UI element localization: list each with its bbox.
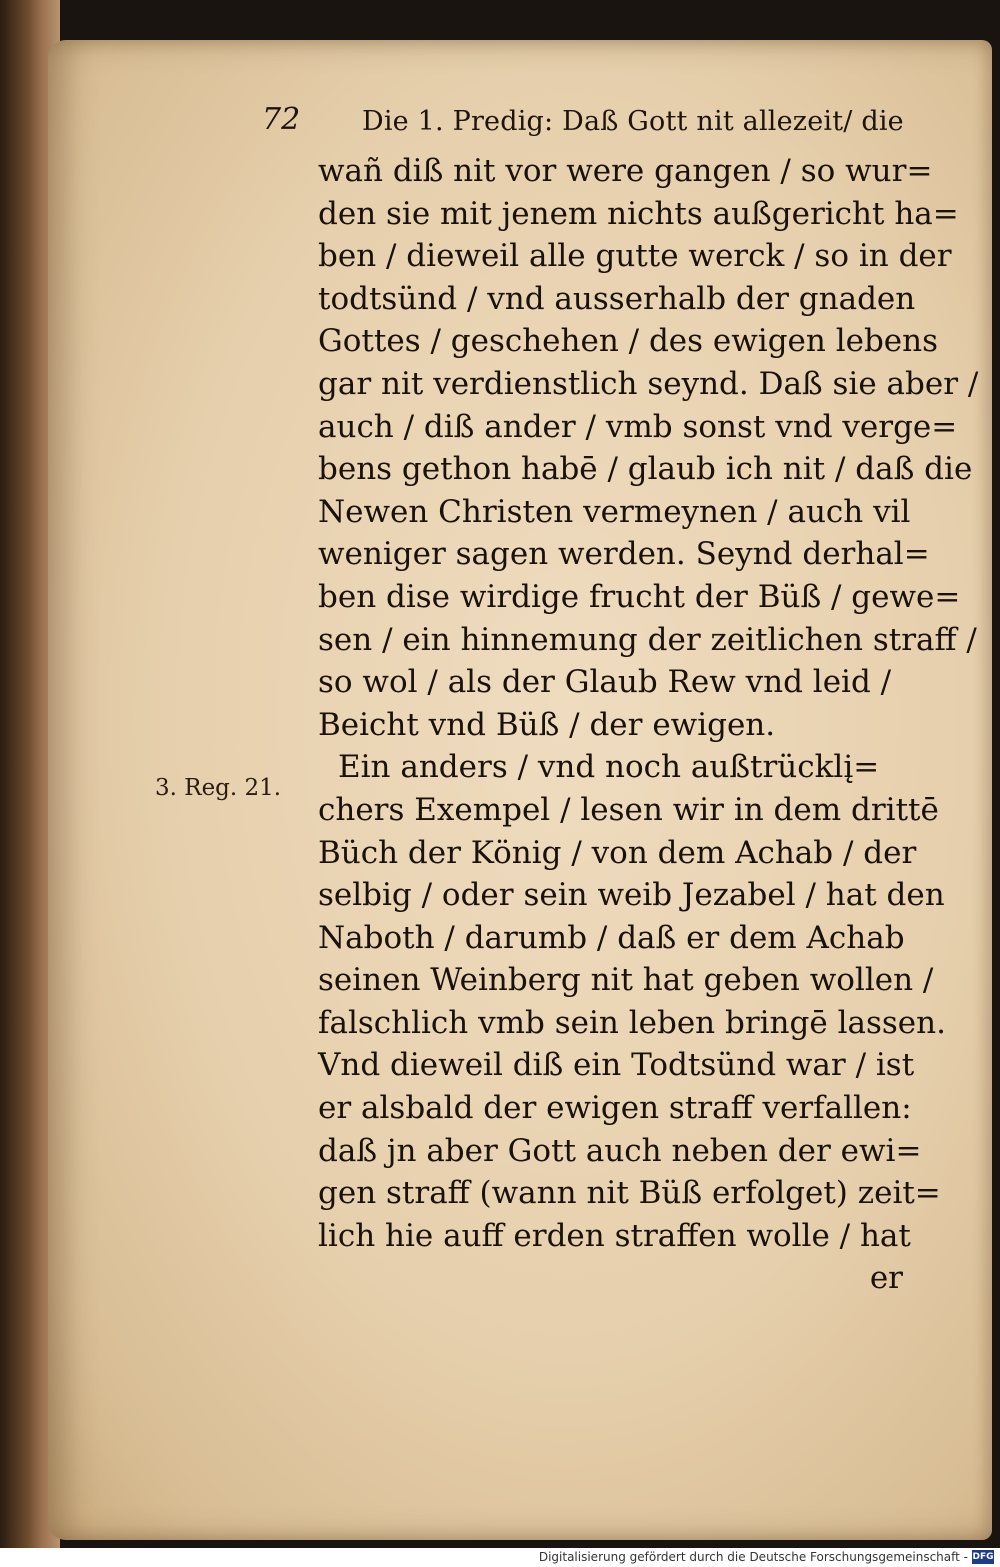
text-line: den sie mit jenem nichts außgericht ha= — [318, 195, 959, 232]
text-line: so wol / als der Glaub Rew vnd leid / — [318, 664, 892, 701]
running-head: Die 1. Predig: Daß Gott nit allezeit/ die — [362, 106, 904, 137]
text-line: Newen Christen vermeynen / auch vil — [318, 493, 911, 530]
funding-credit: Digitalisierung gefördert durch die Deutsche Forschungsgemeinschaft - — [538, 1550, 968, 1564]
paragraph-start-line: Ein anders / vnd noch außtrücklį= — [338, 749, 880, 786]
text-line: Vnd dieweil diß ein Todtsünd war / ist — [318, 1047, 915, 1084]
body-text — [318, 150, 979, 1300]
text-line: Büch der König / von dem Achab / der — [318, 834, 917, 871]
text-line: seinen Weinberg nit hat geben wollen / — [318, 962, 934, 999]
text-line: Naboth / darumb / daß er dem Achab — [318, 919, 905, 956]
page-number: 72 — [262, 102, 301, 137]
text-line: wañ diß nit vor were gangen / so wur= — [318, 153, 933, 189]
text-line: todtsünd / vnd ausserhalb der gnaden — [318, 280, 916, 317]
text-line: gen straff (wann nit Büß erfolget) zeit= — [318, 1175, 941, 1212]
text-line: selbig / oder sein weib Jezabel / hat den — [318, 877, 945, 914]
text-line: lich hie auff erden straffen wolle / hat — [318, 1217, 911, 1254]
text-line: Beicht vnd Büß / der ewigen. — [318, 706, 776, 743]
text-line: weniger sagen werden. Seynd derhal= — [318, 536, 930, 573]
footer-bar — [0, 1548, 1000, 1567]
text-line: gar nit verdienstlich seynd. Daß sie aber / — [318, 365, 979, 402]
margin-reference: 3. Reg. 21. — [155, 775, 282, 801]
text-line: falschlich vmb sein leben bringē lassen. — [318, 1004, 946, 1041]
text-line: auch / diß ander / vmb sonst vnd verge= — [318, 408, 958, 445]
text-line: er alsbald der ewigen straff verfallen: — [318, 1090, 912, 1127]
catchword: er — [869, 1260, 903, 1297]
text-line: sen / ein hinnemung der zeitlichen straff / — [318, 621, 977, 658]
text-line: ben dise wirdige frucht der Büß / gewe= — [318, 578, 961, 615]
text-line: ben / dieweil alle gutte werck / so in der — [318, 238, 952, 275]
page-header — [262, 98, 902, 148]
text-line: bens gethon habē / glaub ich nit / daß die — [318, 451, 973, 488]
text-line: daß jn aber Gott auch neben der ewi= — [318, 1132, 922, 1169]
dfg-logo: DFG — [972, 1552, 994, 1562]
text-line: chers Exempel / lesen wir in dem drittē — [318, 791, 939, 828]
text-line: Gottes / geschehen / des ewigen lebens — [318, 323, 939, 360]
